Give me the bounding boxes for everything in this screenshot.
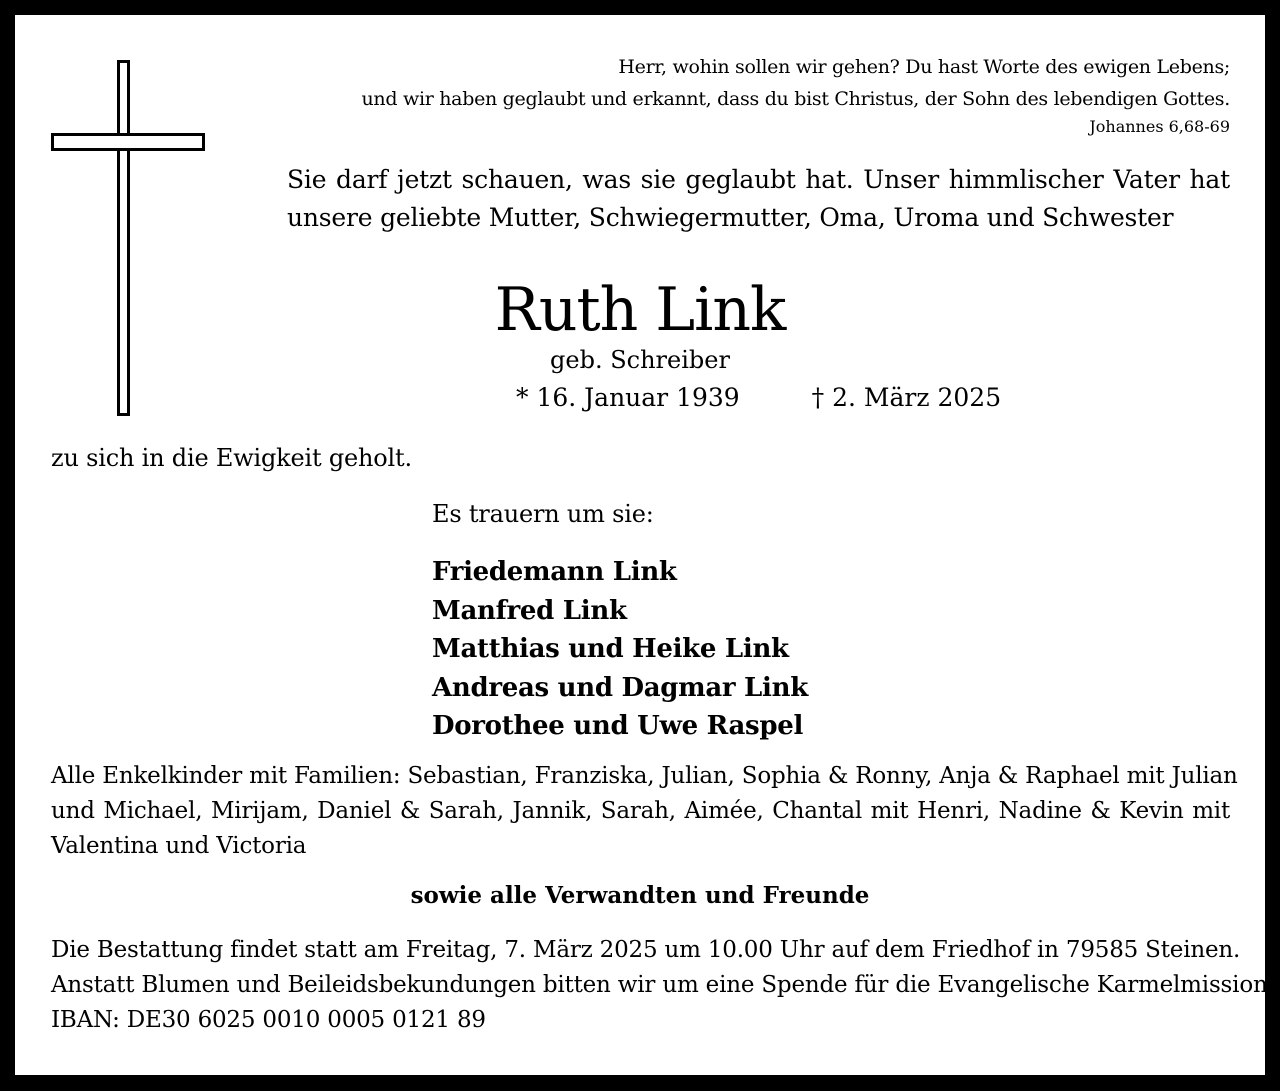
grandchildren-line-3: Valentina und Victoria	[51, 833, 307, 859]
bible-verse-line-2: und wir haben geglaubt und erkannt, dass du bist Christus, der Sohn des lebendigen Gottes.	[361, 88, 1230, 110]
life-dates	[516, 383, 1001, 412]
grandchildren-text	[51, 759, 1238, 864]
grandchildren-line-2: und Michael, Mirijam, Daniel & Sarah, Jannik, Sarah, Aimée, Chantal mit Henri, Nadine & Kevin mit	[51, 798, 1230, 824]
mourner-name: Dorothee und Uwe Raspel	[432, 711, 804, 741]
grandchildren-line-1: Alle Enkelkinder mit Familien: Sebastian, Franziska, Julian, Sophia & Ronny, Anja & Raphael mit Julian	[51, 763, 1238, 789]
bible-verse-reference: Johannes 6,68-69	[1089, 117, 1230, 136]
funeral-info	[51, 933, 1275, 1038]
funeral-iban: IBAN: DE30 6025 0010 0005 0121 89	[51, 1007, 486, 1033]
bible-verse-line-1: Herr, wohin sollen wir gehen? Du hast Worte des ewigen Lebens;	[618, 56, 1230, 78]
relatives-line: sowie alle Verwandten und Freunde	[410, 882, 870, 909]
mourner-name: Manfred Link	[432, 595, 627, 626]
intro-line-1: Sie darf jetzt schauen, was sie geglaubt hat. Unser himmlischer Vater hat	[287, 165, 1230, 194]
mourners-list	[432, 553, 808, 746]
birth-name: geb. Schreiber	[550, 346, 730, 374]
funeral-line-1: Die Bestattung findet statt am Freitag, 7. März 2025 um 10.00 Uhr auf dem Friedhof in 79585 Steinen.	[51, 937, 1241, 963]
funeral-line-2: Anstatt Blumen und Beileidsbekundungen bitten wir um eine Spende für die Evangelische Karmelmission.	[51, 972, 1275, 998]
mourner-name: Matthias und Heike Link	[432, 634, 789, 664]
intro-closing: zu sich in die Ewigkeit geholt.	[51, 444, 412, 472]
intro-line-2: unsere geliebte Mutter, Schwiegermutter, Oma, Uroma und Schwester	[287, 203, 1174, 232]
mourner-name: Andreas und Dagmar Link	[432, 672, 808, 703]
intro-text	[287, 161, 1230, 237]
birth-date: * 16. Januar 1939	[516, 383, 740, 412]
death-date: † 2. März 2025	[811, 383, 1002, 412]
deceased-name: Ruth Link	[494, 275, 786, 345]
mourning-intro: Es trauern um sie:	[432, 500, 654, 528]
mourner-name: Friedemann Link	[432, 557, 677, 587]
